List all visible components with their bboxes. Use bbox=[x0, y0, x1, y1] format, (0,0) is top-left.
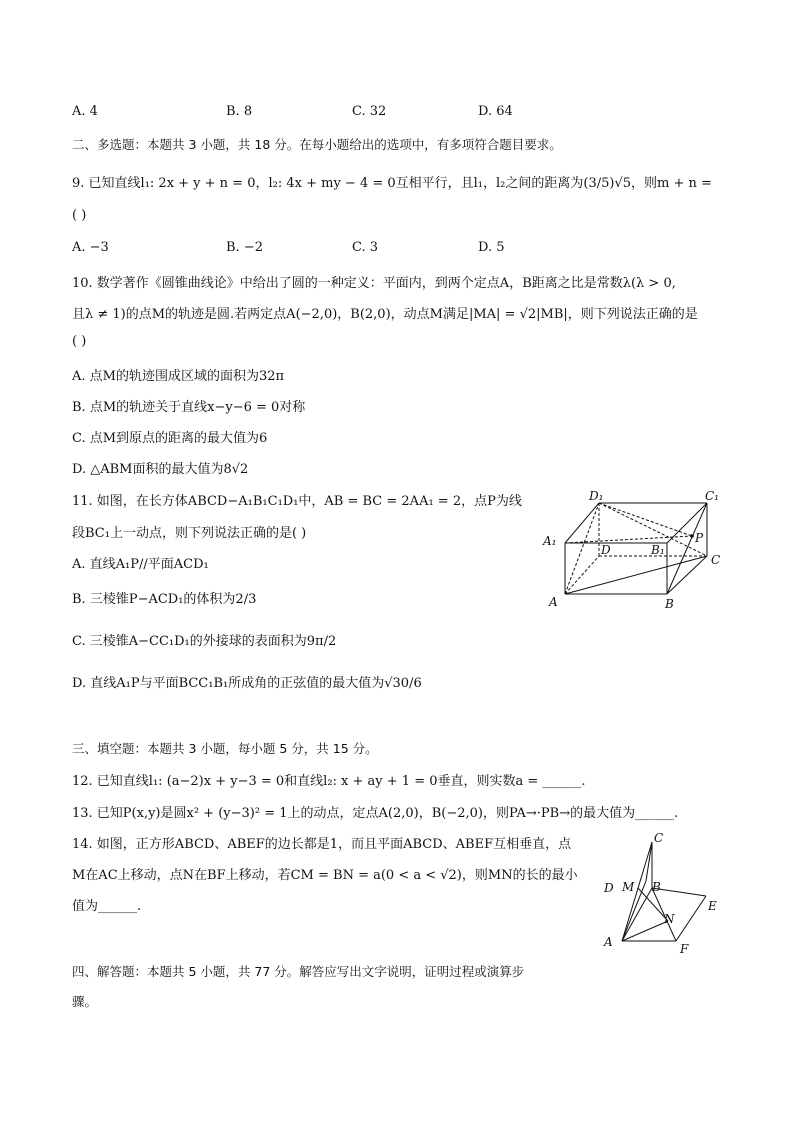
question-12: 12. 已知直线l₁: (a−2)x + y−3 = 0和直线l₂: x + ay + 1 = 0垂直，则实数a = ______. bbox=[72, 774, 586, 789]
question-13: 13. 已知P(x,y)是圆x² + (y−3)² = 1上的动点，定点A(2,0)，B(−2,0)，则PA→·PB→的最大值为______. bbox=[72, 806, 679, 821]
label-M: M bbox=[622, 880, 635, 894]
q11-option-c: C. 三棱锥A−CC₁D₁的外接球的表面积为9π/2 bbox=[72, 634, 337, 649]
question-10-line2: 且λ ≠ 1)的点M的轨迹是圆.若两定点A(−2,0)，B(2,0)，动点M满足|MA| = √2|MB|，则下列说法正确的是 bbox=[72, 307, 698, 322]
label-C1: C₁ bbox=[705, 489, 719, 503]
q9-option-c: C. 3 bbox=[352, 240, 379, 255]
section-3-heading: 三、填空题：本题共 3 小题，每小题 5 分，共 15 分。 bbox=[72, 741, 378, 756]
label-B1: B₁ bbox=[651, 543, 665, 557]
question-11-line1: 11. 如图，在长方体ABCD−A₁B₁C₁D₁中，AB = BC = 2AA₁ = 2，点P为线 bbox=[72, 494, 522, 509]
question-10-line1: 10. 数学著作《圆锥曲线论》中给出了圆的一种定义：平面内，到两个定点A，B距离之比是常数λ(λ > 0, bbox=[72, 276, 676, 291]
q11-option-b: B. 三棱锥P−ACD₁的体积为2/3 bbox=[72, 592, 257, 607]
question-14-line1: 14. 如图，正方形ABCD、ABEF的边长都是1，而且平面ABCD、ABEF互相垂直，点 bbox=[72, 837, 572, 852]
q8-option-a: A. 4 bbox=[72, 104, 98, 119]
question-10-paren: ( ) bbox=[72, 334, 87, 349]
question-9-text: 9. 已知直线l₁: 2x + y + n = 0，l₂: 4x + my − 4 = 0互相平行，且l₁，l₂之间的距离为(3/5)√5，则m + n = bbox=[72, 176, 712, 191]
question-9-paren: ( ) bbox=[72, 208, 87, 223]
q14-squares-figure bbox=[598, 828, 728, 958]
label-B: B bbox=[652, 880, 661, 894]
q11-option-a: A. 直线A₁P//平面ACD₁ bbox=[72, 557, 209, 572]
q8-option-d: D. 64 bbox=[478, 104, 513, 119]
label-A: A bbox=[604, 935, 613, 949]
label-D: D bbox=[604, 881, 614, 895]
label-F: F bbox=[680, 942, 689, 956]
q8-option-b: B. 8 bbox=[226, 104, 253, 119]
section-4-heading-line1: 四、解答题：本题共 5 小题，共 77 分。解答应写出文字说明，证明过程或演算步 bbox=[72, 964, 525, 979]
label-D1: D₁ bbox=[589, 489, 604, 503]
q10-option-d: D. △ABM面积的最大值为8√2 bbox=[72, 462, 249, 477]
label-A1: A₁ bbox=[543, 534, 557, 548]
q10-option-a: A. 点M的轨迹围成区域的面积为32π bbox=[72, 369, 285, 384]
q10-option-b: B. 点M的轨迹关于直线x−y−6 = 0对称 bbox=[72, 400, 306, 415]
q9-option-a: A. −3 bbox=[72, 240, 109, 255]
label-N: N bbox=[664, 912, 675, 926]
q11-option-d: D. 直线A₁P与平面BCC₁B₁所成角的正弦值的最大值为√30/6 bbox=[72, 676, 422, 691]
question-14-line2: M在AC上移动，点N在BF上移动，若CM = BN = a(0 < a < √2)，则MN的长的最小 bbox=[72, 868, 578, 883]
q10-option-c: C. 点M到原点的距离的最大值为6 bbox=[72, 431, 268, 446]
q11-cuboid-figure bbox=[535, 486, 735, 616]
label-E: E bbox=[708, 899, 717, 913]
label-C: C bbox=[711, 553, 721, 567]
label-C: C bbox=[654, 831, 664, 845]
label-D: D bbox=[601, 543, 611, 557]
label-P: P bbox=[695, 531, 704, 545]
question-14-line3: 值为______. bbox=[72, 899, 142, 914]
q9-option-b: B. −2 bbox=[226, 240, 263, 255]
section-2-heading: 二、多选题：本题共 3 小题，共 18 分。在每小题给出的选项中，有多项符合题目要求。 bbox=[72, 137, 562, 152]
section-4-heading-line2: 骤。 bbox=[72, 994, 98, 1009]
q9-option-d: D. 5 bbox=[478, 240, 505, 255]
q8-option-c: C. 32 bbox=[352, 104, 387, 119]
label-A: A bbox=[549, 595, 558, 609]
question-11-line2: 段BC₁上一动点，则下列说法正确的是( ) bbox=[72, 526, 307, 541]
label-B: B bbox=[665, 597, 674, 611]
